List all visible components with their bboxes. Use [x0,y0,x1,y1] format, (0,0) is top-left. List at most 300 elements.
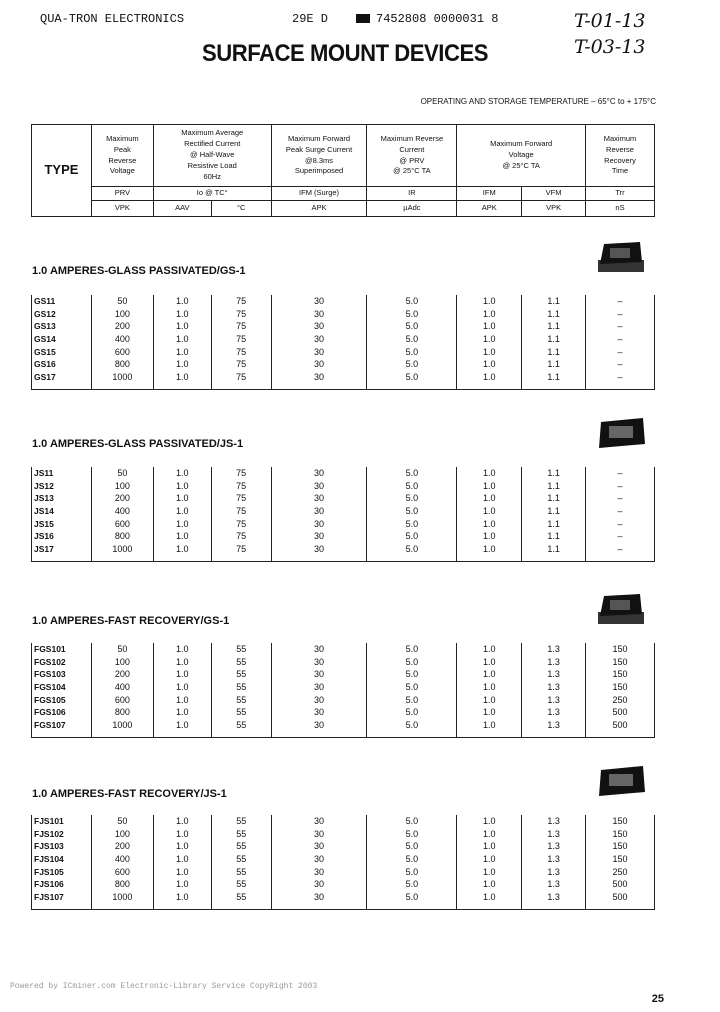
tc-value: 75 [211,358,271,371]
ifm-value: 1.0 [457,530,522,543]
barcode-block-1 [356,14,370,23]
unit-uadc: µAdc [367,201,457,217]
io-value: 1.0 [153,320,211,333]
table-row [32,815,655,828]
tc-value: 75 [211,467,271,480]
trr-value: – [586,517,655,530]
part-number: FJS101 [32,815,92,828]
ir-value: 5.0 [367,891,457,910]
ir-value: 5.0 [367,840,457,853]
vfm-value: 1.3 [522,656,586,669]
io-value: 1.0 [153,668,211,681]
trr-value: 150 [586,840,655,853]
column-header-table [31,124,655,217]
table-row [32,345,655,358]
ifm-value: 1.0 [457,706,522,719]
js1-package-icon [597,762,647,800]
ifm-value: 1.0 [457,719,522,738]
ir-value: 5.0 [367,333,457,346]
prv-value: 800 [91,878,153,891]
table-row [32,371,655,390]
tc-value: 75 [211,345,271,358]
io-value: 1.0 [153,719,211,738]
section-title: 1.0 AMPERES-FAST RECOVERY/GS-1 [32,615,230,627]
ifm-value: 1.0 [457,681,522,694]
tc-value: 75 [211,371,271,390]
surge-value: 30 [271,345,367,358]
data-table-gs1 [31,295,655,390]
vfm-value: 1.3 [522,719,586,738]
part-number: FGS107 [32,719,92,738]
col-ir-desc: Maximum Reverse Current @ PRV @ 25°C TA [367,125,457,187]
tc-value: 55 [211,853,271,866]
trr-value: – [586,320,655,333]
part-number: JS17 [32,543,92,562]
col-io-desc: Maximum Average Rectified Current @ Half-Wave Resistive Load 60Hz [153,125,271,187]
part-number: FGS102 [32,656,92,669]
tc-value: 55 [211,668,271,681]
surge-value: 30 [271,295,367,308]
vfm-value: 1.1 [522,480,586,493]
sym-prv: PRV [91,187,153,201]
vfm-value: 1.1 [522,333,586,346]
trr-value: 150 [586,815,655,828]
trr-value: – [586,371,655,390]
part-number: FJS106 [32,878,92,891]
tc-value: 55 [211,706,271,719]
prv-value: 100 [91,828,153,841]
surge-value: 30 [271,530,367,543]
trr-value: – [586,358,655,371]
io-value: 1.0 [153,505,211,518]
ifm-value: 1.0 [457,467,522,480]
table-row [32,853,655,866]
company-name: QUA-TRON ELECTRONICS [40,12,185,26]
io-value: 1.0 [153,853,211,866]
surge-value: 30 [271,840,367,853]
io-value: 1.0 [153,643,211,656]
ifm-value: 1.0 [457,878,522,891]
vfm-value: 1.1 [522,505,586,518]
prv-value: 50 [91,815,153,828]
ir-value: 5.0 [367,505,457,518]
sym-vfm: VFM [522,187,586,201]
ifm-value: 1.0 [457,333,522,346]
surge-value: 30 [271,656,367,669]
trr-value: – [586,505,655,518]
vfm-value: 1.3 [522,853,586,866]
ifm-value: 1.0 [457,345,522,358]
surge-value: 30 [271,371,367,390]
table-row [32,517,655,530]
unit-apk-2: APK [457,201,522,217]
trr-value: – [586,543,655,562]
io-value: 1.0 [153,891,211,910]
io-value: 1.0 [153,467,211,480]
prv-value: 1000 [91,543,153,562]
vfm-value: 1.3 [522,828,586,841]
surge-value: 30 [271,668,367,681]
ir-value: 5.0 [367,656,457,669]
table-row [32,505,655,518]
col-vfm-desc: Maximum Forward Voltage @ 25°C TA [457,125,586,187]
vfm-value: 1.1 [522,517,586,530]
surge-value: 30 [271,681,367,694]
table-row [32,643,655,656]
ir-value: 5.0 [367,815,457,828]
io-value: 1.0 [153,815,211,828]
ir-value: 5.0 [367,295,457,308]
ir-value: 5.0 [367,668,457,681]
tc-value: 75 [211,517,271,530]
ir-value: 5.0 [367,480,457,493]
ir-value: 5.0 [367,492,457,505]
ifm-value: 1.0 [457,480,522,493]
surge-value: 30 [271,333,367,346]
surge-value: 30 [271,853,367,866]
io-value: 1.0 [153,480,211,493]
trr-value: 500 [586,878,655,891]
trr-value: 150 [586,828,655,841]
io-value: 1.0 [153,295,211,308]
part-number: FJS104 [32,853,92,866]
part-number: FGS101 [32,643,92,656]
table-row [32,693,655,706]
header-code-1: 29E D [292,12,329,26]
tc-value: 75 [211,308,271,321]
table-row [32,891,655,910]
vfm-value: 1.1 [522,295,586,308]
vfm-value: 1.3 [522,840,586,853]
vfm-value: 1.1 [522,467,586,480]
type-header: TYPE [32,125,92,217]
trr-value: 150 [586,656,655,669]
table-row [32,295,655,308]
surge-value: 30 [271,891,367,910]
io-value: 1.0 [153,358,211,371]
vfm-value: 1.1 [522,543,586,562]
ir-value: 5.0 [367,681,457,694]
tc-value: 75 [211,530,271,543]
table-row [32,333,655,346]
vfm-value: 1.3 [522,706,586,719]
prv-value: 600 [91,517,153,530]
col-trr-desc: Maximum Reverse Recovery Time [586,125,655,187]
ir-value: 5.0 [367,543,457,562]
table-row [32,840,655,853]
io-value: 1.0 [153,345,211,358]
vfm-value: 1.3 [522,815,586,828]
trr-value: – [586,345,655,358]
trr-value: 250 [586,865,655,878]
part-number: GS16 [32,358,92,371]
surge-value: 30 [271,719,367,738]
ir-value: 5.0 [367,643,457,656]
trr-value: 500 [586,719,655,738]
ifm-value: 1.0 [457,891,522,910]
part-number: GS14 [32,333,92,346]
vfm-value: 1.1 [522,345,586,358]
trr-value: 150 [586,853,655,866]
prv-value: 800 [91,706,153,719]
sym-trr: Trr [586,187,655,201]
prv-value: 600 [91,865,153,878]
part-number: JS16 [32,530,92,543]
prv-value: 800 [91,530,153,543]
part-number: FJS107 [32,891,92,910]
prv-value: 100 [91,480,153,493]
prv-value: 1000 [91,719,153,738]
tc-value: 75 [211,505,271,518]
trr-value: – [586,295,655,308]
surge-value: 30 [271,517,367,530]
prv-value: 400 [91,681,153,694]
vfm-value: 1.1 [522,371,586,390]
trr-value: 150 [586,643,655,656]
vfm-value: 1.3 [522,693,586,706]
ir-value: 5.0 [367,853,457,866]
trr-value: – [586,333,655,346]
ifm-value: 1.0 [457,853,522,866]
sym-io: Io @ TC° [153,187,271,201]
tc-value: 55 [211,840,271,853]
prv-value: 200 [91,492,153,505]
io-value: 1.0 [153,693,211,706]
ir-value: 5.0 [367,371,457,390]
ir-value: 5.0 [367,308,457,321]
surge-value: 30 [271,543,367,562]
trr-value: 150 [586,668,655,681]
surge-value: 30 [271,815,367,828]
part-number: JS14 [32,505,92,518]
part-number: FGS103 [32,668,92,681]
surge-value: 30 [271,505,367,518]
table-row [32,467,655,480]
prv-value: 600 [91,345,153,358]
vfm-value: 1.1 [522,358,586,371]
part-number: FGS104 [32,681,92,694]
unit-vpk-2: VPK [522,201,586,217]
trr-value: 500 [586,891,655,910]
io-value: 1.0 [153,681,211,694]
part-number: JS12 [32,480,92,493]
ifm-value: 1.0 [457,505,522,518]
table-row [32,320,655,333]
trr-value: 500 [586,706,655,719]
prv-value: 50 [91,295,153,308]
part-number: FJS102 [32,828,92,841]
header-code-2: 7452808 0000031 8 [376,12,499,26]
vfm-value: 1.1 [522,530,586,543]
ir-value: 5.0 [367,530,457,543]
part-number: GS13 [32,320,92,333]
surge-value: 30 [271,308,367,321]
ifm-value: 1.0 [457,865,522,878]
gs1-package-icon [596,238,646,276]
tc-value: 55 [211,681,271,694]
prv-value: 600 [91,693,153,706]
tc-value: 75 [211,333,271,346]
table-row [32,656,655,669]
trr-value: 150 [586,681,655,694]
surge-value: 30 [271,467,367,480]
unit-degc: °C [211,201,271,217]
table-row [32,681,655,694]
tc-value: 55 [211,656,271,669]
io-value: 1.0 [153,543,211,562]
js1-package-icon [597,414,647,452]
ir-value: 5.0 [367,358,457,371]
part-number: JS15 [32,517,92,530]
vfm-value: 1.3 [522,878,586,891]
tc-value: 55 [211,719,271,738]
col-surge-desc: Maximum Forward Peak Surge Current @8.3ms Superimposed [271,125,367,187]
prv-value: 100 [91,308,153,321]
ifm-value: 1.0 [457,492,522,505]
part-number: GS15 [32,345,92,358]
part-number: FGS106 [32,706,92,719]
table-row [32,865,655,878]
unit-apk: APK [271,201,367,217]
table-row [32,530,655,543]
ifm-value: 1.0 [457,668,522,681]
ir-value: 5.0 [367,828,457,841]
prv-value: 200 [91,840,153,853]
surge-value: 30 [271,865,367,878]
ir-value: 5.0 [367,320,457,333]
ifm-value: 1.0 [457,543,522,562]
surge-value: 30 [271,358,367,371]
trr-value: – [586,467,655,480]
tc-value: 55 [211,693,271,706]
ir-value: 5.0 [367,517,457,530]
prv-value: 50 [91,467,153,480]
trr-value: 250 [586,693,655,706]
ir-value: 5.0 [367,693,457,706]
ifm-value: 1.0 [457,295,522,308]
handwritten-note-1: T-01-13 [574,10,646,32]
table-row [32,480,655,493]
tc-value: 75 [211,543,271,562]
source-watermark: Powered by ICminer.com Electronic-Library Service CopyRight 2003 [10,982,318,991]
io-value: 1.0 [153,878,211,891]
ifm-value: 1.0 [457,693,522,706]
prv-value: 100 [91,656,153,669]
surge-value: 30 [271,320,367,333]
tc-value: 55 [211,828,271,841]
io-value: 1.0 [153,706,211,719]
unit-ns: nS [586,201,655,217]
surge-value: 30 [271,492,367,505]
prv-value: 50 [91,643,153,656]
io-value: 1.0 [153,840,211,853]
table-row [32,308,655,321]
vfm-value: 1.3 [522,643,586,656]
ir-value: 5.0 [367,467,457,480]
tc-value: 75 [211,320,271,333]
section-title: 1.0 AMPERES-GLASS PASSIVATED/JS-1 [32,438,244,450]
ifm-value: 1.0 [457,828,522,841]
ifm-value: 1.0 [457,643,522,656]
ifm-value: 1.0 [457,371,522,390]
part-number: JS11 [32,467,92,480]
page-title: SURFACE MOUNT DEVICES [201,40,489,67]
part-number: FJS103 [32,840,92,853]
vfm-value: 1.1 [522,308,586,321]
ifm-value: 1.0 [457,517,522,530]
vfm-value: 1.3 [522,668,586,681]
table-row [32,828,655,841]
ir-value: 5.0 [367,865,457,878]
surge-value: 30 [271,828,367,841]
unit-aav: AAV [153,201,211,217]
surge-value: 30 [271,643,367,656]
part-number: GS12 [32,308,92,321]
tc-value: 75 [211,492,271,505]
data-table-js1 [31,467,655,562]
data-table-fgs [31,643,655,738]
io-value: 1.0 [153,865,211,878]
tc-value: 75 [211,295,271,308]
table-row [32,668,655,681]
part-number: FJS105 [32,865,92,878]
prv-value: 1000 [91,891,153,910]
surge-value: 30 [271,878,367,891]
table-row [32,706,655,719]
prv-value: 1000 [91,371,153,390]
part-number: JS13 [32,492,92,505]
operating-temperature: OPERATING AND STORAGE TEMPERATURE – 65°C to + 175°C [420,97,656,106]
sym-ifm: IFM [457,187,522,201]
vfm-value: 1.3 [522,865,586,878]
prv-value: 400 [91,505,153,518]
part-number: GS17 [32,371,92,390]
page-number: 25 [651,993,664,1005]
tc-value: 55 [211,815,271,828]
prv-value: 800 [91,358,153,371]
io-value: 1.0 [153,308,211,321]
ifm-value: 1.0 [457,308,522,321]
trr-value: – [586,492,655,505]
table-row [32,358,655,371]
surge-value: 30 [271,693,367,706]
surge-value: 30 [271,480,367,493]
section-title: 1.0 AMPERES-GLASS PASSIVATED/GS-1 [32,265,246,277]
table-row [32,492,655,505]
io-value: 1.0 [153,492,211,505]
io-value: 1.0 [153,656,211,669]
vfm-value: 1.1 [522,492,586,505]
vfm-value: 1.1 [522,320,586,333]
sym-ifm-surge: IFM (Surge) [271,187,367,201]
gs1-package-icon [596,590,646,628]
ifm-value: 1.0 [457,358,522,371]
tc-value: 55 [211,891,271,910]
tc-value: 55 [211,878,271,891]
col-prv-desc: Maximum Peak Reverse Voltage [91,125,153,187]
sym-ir: IR [367,187,457,201]
prv-value: 200 [91,320,153,333]
prv-value: 400 [91,333,153,346]
io-value: 1.0 [153,517,211,530]
table-row [32,543,655,562]
ir-value: 5.0 [367,878,457,891]
trr-value: – [586,480,655,493]
data-table-fjs [31,815,655,910]
io-value: 1.0 [153,371,211,390]
table-row [32,878,655,891]
unit-vpk: VPK [91,201,153,217]
